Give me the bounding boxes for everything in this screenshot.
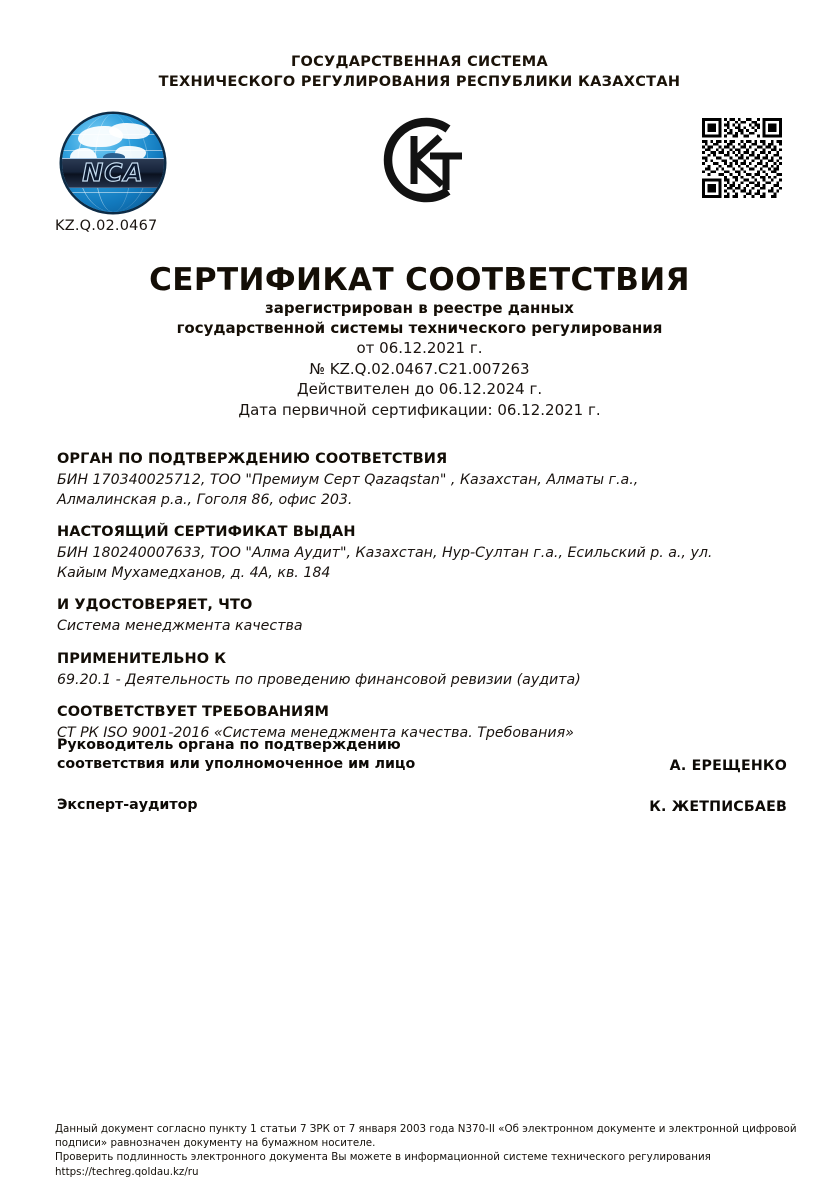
footer-line: Данный документ согласно пункту 1 статьи 7 ЗРК от 7 января 2003 года N370-II «Об электронном документе и электронной цифровой bbox=[55, 1123, 797, 1135]
certificate-body bbox=[57, 450, 787, 757]
qr-code-icon bbox=[702, 118, 782, 198]
section-certifies-that bbox=[57, 596, 787, 637]
section-text-line: Алмалинская р.а., Гоголя 86, офис 203. bbox=[57, 491, 353, 508]
section-heading: СООТВЕТСТВУЕТ ТРЕБОВАНИЯМ bbox=[57, 704, 330, 720]
signature-name: А. ЕРЕЩЕНКО bbox=[669, 758, 787, 774]
signature-row bbox=[57, 796, 787, 815]
signature-role bbox=[57, 796, 198, 815]
verification-url[interactable]: https://techreg.qoldau.kz/ru bbox=[55, 1165, 199, 1178]
signature-name: К. ЖЕТПИСБАЕВ bbox=[649, 799, 787, 815]
accreditation-code: KZ.Q.02.0467 bbox=[55, 218, 158, 234]
section-certification-body bbox=[57, 450, 787, 510]
section-scope bbox=[57, 650, 787, 691]
document-header bbox=[0, 52, 839, 92]
section-heading: НАСТОЯЩИЙ СЕРТИФИКАТ ВЫДАН bbox=[57, 524, 356, 540]
page-title: СЕРТИФИКАТ СООТВЕТСТВИЯ bbox=[149, 262, 690, 298]
issue-date: от 06.12.2021 г. bbox=[356, 339, 483, 357]
section-certificate-holder bbox=[57, 523, 787, 583]
certificate-number: № KZ.Q.02.0467.C21.007263 bbox=[309, 359, 530, 378]
signature-role-line: Руководитель органа по подтверждению bbox=[57, 737, 401, 753]
section-text-line: СТ РК ISO 9001-2016 «Система менеджмента качества. Требования» bbox=[57, 725, 574, 741]
signature-row bbox=[57, 736, 787, 774]
first-certification-date: Дата первичной сертификации: 06.12.2021 г. bbox=[238, 400, 601, 419]
signature-block bbox=[57, 736, 787, 837]
section-text-line: Кайым Мухамедханов, д. 4А, кв. 184 bbox=[57, 564, 331, 581]
header-line-2: ТЕХНИЧЕСКОГО РЕГУЛИРОВАНИЯ РЕСПУБЛИКИ КАЗАХСТАН bbox=[158, 74, 681, 90]
section-heading: ПРИМЕНИТЕЛЬНО К bbox=[57, 650, 227, 667]
title-block bbox=[0, 262, 839, 420]
section-text-line: БИН 170340025712, ТОО "Премиум Серт Qazaqstan" , Казахстан, Алматы г.а., bbox=[57, 472, 639, 488]
nca-wordmark: NCA bbox=[82, 158, 144, 188]
nca-banner bbox=[62, 158, 164, 187]
header-line-1: ГОСУДАРСТВЕННАЯ СИСТЕМА bbox=[290, 54, 549, 70]
footer-line: Проверить подлинность электронного документа Вы можете в информационной системе технического регулирования bbox=[55, 1151, 711, 1164]
title-subtitle-1: зарегистрирован в реестре данных bbox=[265, 299, 574, 317]
logo-row bbox=[0, 112, 839, 212]
title-subtitle-2: государственной системы технического регулирования bbox=[176, 319, 663, 337]
section-heading: И УДОСТОВЕРЯЕТ, ЧТО bbox=[57, 597, 253, 613]
section-text-line: Система менеджмента качества bbox=[57, 618, 303, 634]
footer-line: подписи» равнозначен документу на бумажном носителе. bbox=[55, 1137, 376, 1150]
nca-globe-logo bbox=[62, 114, 164, 212]
signature-role bbox=[57, 736, 415, 774]
signature-role-line: Эксперт-аудитор bbox=[57, 797, 198, 813]
section-heading: ОРГАН ПО ПОДТВЕРЖДЕНИЮ СООТВЕТСТВИЯ bbox=[57, 451, 448, 467]
section-text-line: БИН 180240007633, ТОО "Алма Аудит", Казахстан, Нур-Султан г.а., Есильский р. а., ул. bbox=[57, 545, 713, 561]
signature-role-line: соответствия или уполномоченное им лицо bbox=[57, 756, 416, 772]
document-footer bbox=[55, 1122, 795, 1179]
valid-until: Действителен до 06.12.2024 г. bbox=[296, 380, 543, 398]
section-text-line: 69.20.1 - Деятельность по проведению финансовой ревизии (аудита) bbox=[57, 671, 581, 688]
ct-rk-conformity-mark-icon bbox=[378, 112, 474, 208]
globe-icon bbox=[62, 114, 164, 212]
